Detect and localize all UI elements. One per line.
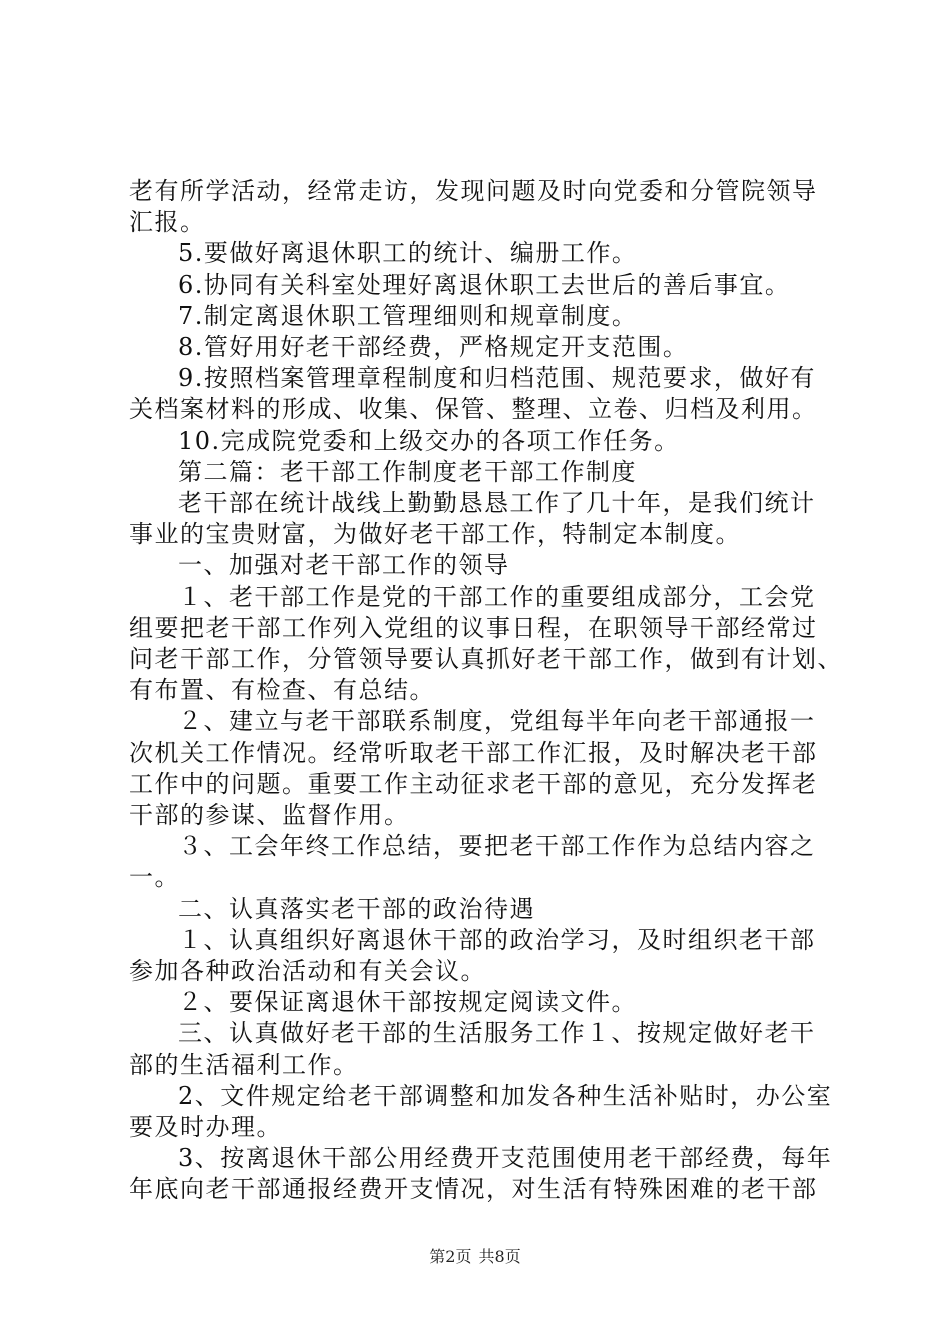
text-line: 10.完成院党委和上级交办的各项工作任务。 — [178, 426, 680, 455]
text-line: 一。 — [129, 863, 180, 892]
text-line: 问老干部工作，分管领导要认真抓好老干部工作，做到有计划、 — [129, 645, 843, 673]
text-line: 参加各种政治活动和有关会议。 — [129, 957, 486, 985]
text-line: 3、按离退休干部公用经费开支范围使用老干部经费，每年 — [178, 1144, 833, 1173]
text-line: 部的生活福利工作。 — [129, 1050, 359, 1079]
text-line: １、老干部工作是党的干部工作的重要组成部分，工会党 — [178, 582, 816, 611]
text-line: 8.管好用好老干部经费，严格规定开支范围。 — [178, 333, 689, 361]
text-line: 干部的参谋、监督作用。 — [129, 801, 410, 829]
text-line: ２、建立与老干部联系制度，党组每半年向老干部通报一 — [178, 707, 816, 736]
text-line: 年底向老干部通报经费开支情况，对生活有特殊困难的老干部 — [129, 1175, 818, 1204]
text-line: 7.制定离退休职工管理细则和规章制度。 — [178, 301, 638, 330]
section-heading: 第二篇：老干部工作制度老干部工作制度 — [178, 457, 637, 486]
text-line: 次机关工作情况。经常听取老干部工作汇报，及时解决老干部 — [129, 738, 818, 767]
text-line: 事业的宝贵财富，为做好老干部工作，特制定本制度。 — [129, 520, 741, 549]
page-footer — [0, 1244, 950, 1267]
text-line: ２、要保证离退休干部按规定阅读文件。 — [178, 988, 637, 1017]
text-line: 老干部在统计战线上勤勤恳恳工作了几十年，是我们统计 — [178, 489, 816, 517]
text-line: １、认真组织好离退休干部的政治学习，及时组织老干部 — [178, 925, 816, 954]
text-line: 6.协同有关科室处理好离退休职工去世后的善后事宜。 — [178, 270, 791, 299]
text-line: ３、工会年终工作总结，要把老干部工作作为总结内容之 — [178, 832, 816, 861]
text-line: 2、文件规定给老干部调整和加发各种生活补贴时，办公室 — [178, 1081, 833, 1110]
page-number: 第2页 — [429, 1247, 472, 1266]
text-line: 老有所学活动，经常走访，发现问题及时向党委和分管院领导 — [129, 177, 818, 205]
subsection-heading: 一、加强对老干部工作的领导 — [178, 551, 510, 580]
text-line: 要及时办理。 — [129, 1113, 282, 1141]
text-line: 汇报。 — [129, 208, 206, 237]
page-total: 共8页 — [478, 1247, 521, 1266]
text-line: 关档案材料的形成、收集、保管、整理、立卷、归档及利用。 — [129, 395, 818, 424]
text-line: 5.要做好离退休职工的统计、编册工作。 — [178, 239, 638, 268]
text-line: 有布置、有检查、有总结。 — [129, 676, 435, 705]
text-line: 工作中的问题。重要工作主动征求老干部的意见，充分发挥老 — [129, 769, 818, 798]
subsection-heading: 三、认真做好老干部的生活服务工作１、按规定做好老干 — [178, 1019, 816, 1048]
text-line: 组要把老干部工作列入党组的议事日程，在职领导干部经常过 — [129, 613, 818, 642]
subsection-heading: 二、认真落实老干部的政治待遇 — [178, 894, 535, 923]
text-line: 9.按照档案管理章程制度和归档范围、规范要求，做好有 — [178, 364, 816, 393]
